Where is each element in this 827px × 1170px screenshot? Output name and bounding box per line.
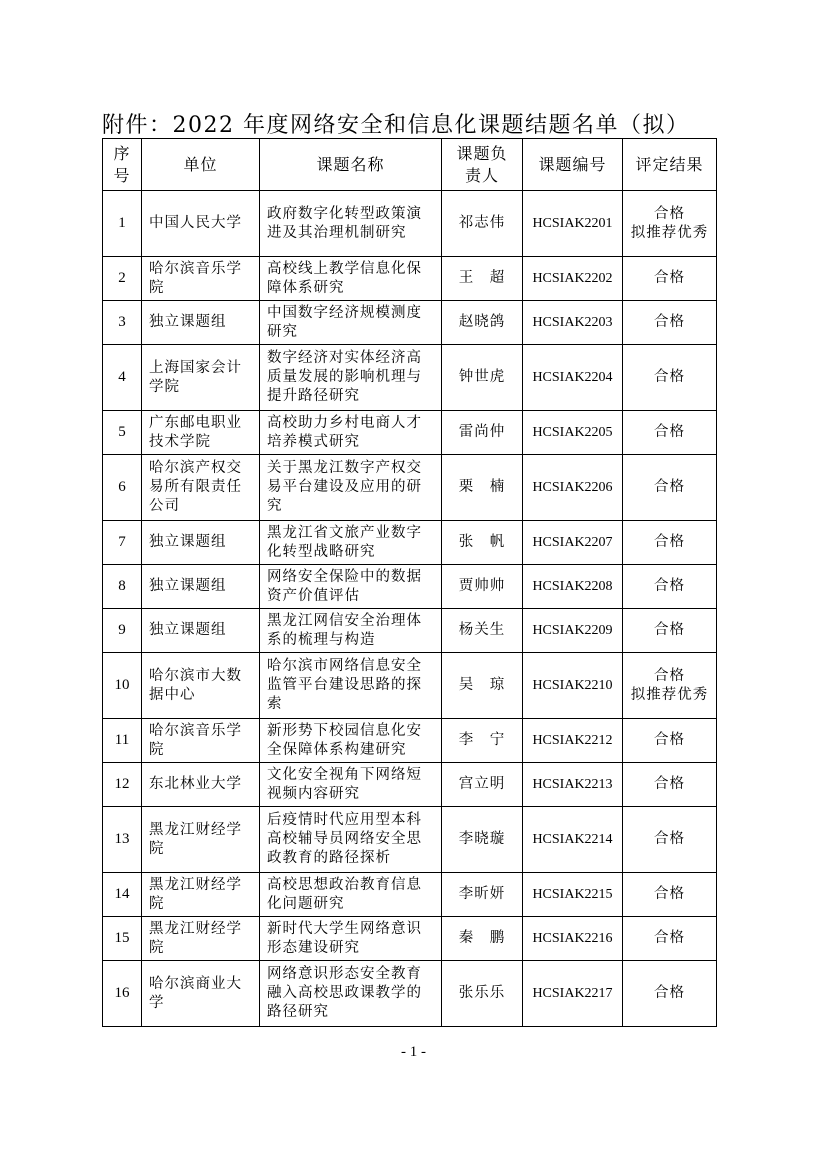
table-row <box>103 521 717 565</box>
row-leader: 栗 楠 <box>442 455 523 521</box>
row-result: 合格 <box>623 961 717 1027</box>
row-seq: 3 <box>103 301 142 345</box>
table-row <box>103 763 717 807</box>
row-seq: 5 <box>103 411 142 455</box>
row-code: HCSIAK2201 <box>523 191 623 257</box>
row-code: HCSIAK2206 <box>523 455 623 521</box>
row-result: 合格 <box>623 411 717 455</box>
row-seq: 16 <box>103 961 142 1027</box>
row-seq: 14 <box>103 873 142 917</box>
row-unit: 独立课题组 <box>142 521 260 565</box>
page-number: - 1 - <box>401 1044 426 1060</box>
row-unit: 东北林业大学 <box>142 763 260 807</box>
row-topic: 哈尔滨市网络信息安全监管平台建设思路的探索 <box>260 653 442 719</box>
row-leader: 赵晓鸽 <box>442 301 523 345</box>
header-leader: 课题负责人 <box>442 139 523 191</box>
row-result: 合格 拟推荐优秀 <box>623 191 717 257</box>
row-result: 合格 <box>623 763 717 807</box>
row-unit: 黑龙江财经学院 <box>142 807 260 873</box>
row-leader: 雷尚仲 <box>442 411 523 455</box>
row-leader: 祁志伟 <box>442 191 523 257</box>
row-code: HCSIAK2207 <box>523 521 623 565</box>
table-row <box>103 609 717 653</box>
row-leader: 吴 琼 <box>442 653 523 719</box>
table-row <box>103 961 717 1027</box>
row-unit: 独立课题组 <box>142 301 260 345</box>
row-seq: 9 <box>103 609 142 653</box>
row-leader: 李晓璇 <box>442 807 523 873</box>
row-topic: 后疫情时代应用型本科高校辅导员网络安全思政教育的路径探析 <box>260 807 442 873</box>
header-topic: 课题名称 <box>260 139 442 191</box>
row-result: 合格 <box>623 807 717 873</box>
table-row <box>103 565 717 609</box>
row-seq: 11 <box>103 719 142 763</box>
row-topic: 黑龙江省文旅产业数字化转型战略研究 <box>260 521 442 565</box>
row-code: HCSIAK2213 <box>523 763 623 807</box>
table-header-row <box>103 139 717 191</box>
table-row <box>103 653 717 719</box>
row-leader: 王 超 <box>442 257 523 301</box>
row-seq: 4 <box>103 345 142 411</box>
row-topic: 关于黑龙江数字产权交易平台建设及应用的研究 <box>260 455 442 521</box>
row-leader: 李昕妍 <box>442 873 523 917</box>
table-row <box>103 873 717 917</box>
row-seq: 13 <box>103 807 142 873</box>
row-seq: 12 <box>103 763 142 807</box>
row-unit: 哈尔滨市大数据中心 <box>142 653 260 719</box>
table-row <box>103 191 717 257</box>
row-code: HCSIAK2205 <box>523 411 623 455</box>
row-leader: 宫立明 <box>442 763 523 807</box>
row-code: HCSIAK2209 <box>523 609 623 653</box>
header-code: 课题编号 <box>523 139 623 191</box>
row-unit: 哈尔滨产权交易所有限责任公司 <box>142 455 260 521</box>
table-row <box>103 345 717 411</box>
row-code: HCSIAK2210 <box>523 653 623 719</box>
row-result: 合格 <box>623 455 717 521</box>
row-result: 合格 <box>623 917 717 961</box>
results-table <box>102 138 717 1027</box>
row-seq: 1 <box>103 191 142 257</box>
row-topic: 黑龙江网信安全治理体系的梳理与构造 <box>260 609 442 653</box>
row-leader: 李 宁 <box>442 719 523 763</box>
table-row <box>103 807 717 873</box>
row-code: HCSIAK2212 <box>523 719 623 763</box>
row-result: 合格 <box>623 719 717 763</box>
row-topic: 中国数字经济规模测度研究 <box>260 301 442 345</box>
row-topic: 数字经济对实体经济高质量发展的影响机理与提升路径研究 <box>260 345 442 411</box>
row-leader: 贾帅帅 <box>442 565 523 609</box>
row-result: 合格 <box>623 521 717 565</box>
row-seq: 6 <box>103 455 142 521</box>
row-topic: 政府数字化转型政策演进及其治理机制研究 <box>260 191 442 257</box>
row-code: HCSIAK2208 <box>523 565 623 609</box>
row-result: 合格 <box>623 257 717 301</box>
row-unit: 黑龙江财经学院 <box>142 917 260 961</box>
row-leader: 张 帆 <box>442 521 523 565</box>
row-seq: 10 <box>103 653 142 719</box>
table-row <box>103 917 717 961</box>
row-topic: 高校思想政治教育信息化问题研究 <box>260 873 442 917</box>
row-seq: 8 <box>103 565 142 609</box>
row-result: 合格 <box>623 565 717 609</box>
row-unit: 黑龙江财经学院 <box>142 873 260 917</box>
table-row <box>103 411 717 455</box>
row-result: 合格 <box>623 873 717 917</box>
header-seq: 序号 <box>103 139 142 191</box>
row-unit: 独立课题组 <box>142 565 260 609</box>
row-topic: 高校线上教学信息化保障体系研究 <box>260 257 442 301</box>
row-unit: 哈尔滨音乐学院 <box>142 257 260 301</box>
row-topic: 高校助力乡村电商人才培养模式研究 <box>260 411 442 455</box>
row-topic: 新形势下校园信息化安全保障体系构建研究 <box>260 719 442 763</box>
row-result: 合格 <box>623 301 717 345</box>
row-unit: 哈尔滨商业大学 <box>142 961 260 1027</box>
row-result: 合格 <box>623 345 717 411</box>
row-code: HCSIAK2204 <box>523 345 623 411</box>
row-seq: 15 <box>103 917 142 961</box>
header-unit: 单位 <box>142 139 260 191</box>
row-unit: 广东邮电职业技术学院 <box>142 411 260 455</box>
row-code: HCSIAK2214 <box>523 807 623 873</box>
row-topic: 网络安全保险中的数据资产价值评估 <box>260 565 442 609</box>
row-topic: 文化安全视角下网络短视频内容研究 <box>260 763 442 807</box>
row-topic: 网络意识形态安全教育融入高校思政课教学的路径研究 <box>260 961 442 1027</box>
table-row <box>103 455 717 521</box>
row-unit: 中国人民大学 <box>142 191 260 257</box>
row-result: 合格 拟推荐优秀 <box>623 653 717 719</box>
row-leader: 钟世虎 <box>442 345 523 411</box>
row-code: HCSIAK2215 <box>523 873 623 917</box>
row-leader: 秦 鹏 <box>442 917 523 961</box>
row-unit: 独立课题组 <box>142 609 260 653</box>
table-row <box>103 301 717 345</box>
row-seq: 7 <box>103 521 142 565</box>
table-row <box>103 719 717 763</box>
row-seq: 2 <box>103 257 142 301</box>
table-body <box>103 191 717 1027</box>
table-row <box>103 257 717 301</box>
row-topic: 新时代大学生网络意识形态建设研究 <box>260 917 442 961</box>
row-code: HCSIAK2203 <box>523 301 623 345</box>
row-unit: 上海国家会计学院 <box>142 345 260 411</box>
row-result: 合格 <box>623 609 717 653</box>
row-code: HCSIAK2216 <box>523 917 623 961</box>
document-title: 附件：2022 年度网络安全和信息化课题结题名单（拟） <box>102 113 690 138</box>
row-unit: 哈尔滨音乐学院 <box>142 719 260 763</box>
row-code: HCSIAK2202 <box>523 257 623 301</box>
row-leader: 杨关生 <box>442 609 523 653</box>
row-leader: 张乐乐 <box>442 961 523 1027</box>
row-code: HCSIAK2217 <box>523 961 623 1027</box>
header-result: 评定结果 <box>623 139 717 191</box>
